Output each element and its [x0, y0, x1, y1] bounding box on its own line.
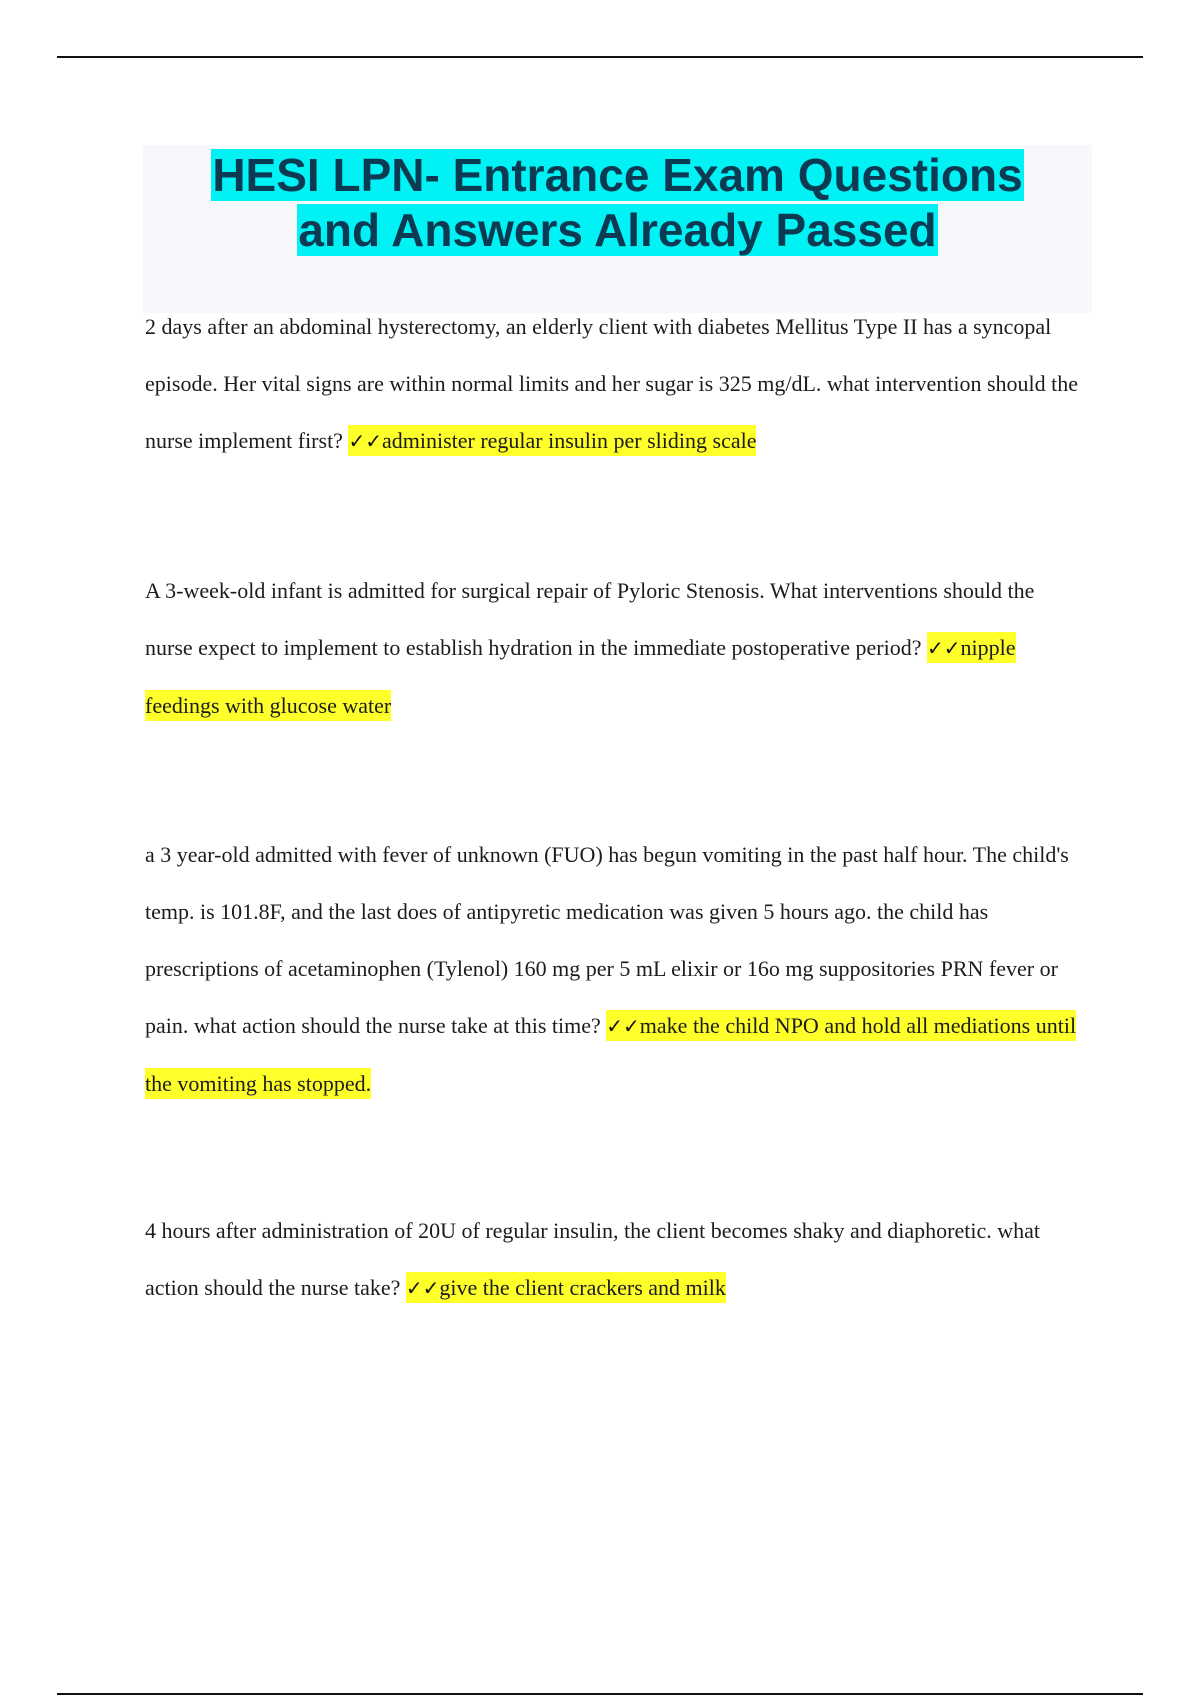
- answer-highlight: [406, 1272, 726, 1303]
- question-text: 2 days after an abdominal hysterectomy, an elderly client with diabetes Mellitus Type II has a syncopal episode. Her vital signs are within normal limits and her sugar is 325 mg/dL. what intervention should the nurse implement first?: [145, 314, 1079, 453]
- answer-text: administer regular insulin per sliding scale: [381, 428, 757, 453]
- qa-item-2: [145, 562, 1085, 734]
- double-check-icon: ✓✓: [348, 429, 382, 453]
- document-title: [143, 145, 1092, 258]
- answer-text: give the client crackers and milk: [439, 1275, 726, 1300]
- double-check-icon: ✓✓: [606, 1014, 640, 1038]
- header-rule: [57, 56, 1143, 58]
- title-block: [143, 145, 1092, 313]
- answer-text: make the child NPO and hold all mediations until the vomiting has stopped.: [145, 1013, 1077, 1096]
- qa-item-3: [145, 826, 1085, 1112]
- footer-rule: [57, 1693, 1143, 1695]
- qa-item-4: [145, 1202, 1085, 1317]
- double-check-icon: ✓✓: [405, 1276, 440, 1300]
- qa-item-1: [145, 298, 1085, 470]
- double-check-icon: ✓✓: [927, 636, 961, 660]
- title-line-1: HESI LPN- Entrance Exam Questions: [212, 149, 1023, 201]
- question-text: 4 hours after administration of 20U of regular insulin, the client becomes shaky and diaphoretic. what action should the nurse take?: [145, 1218, 1041, 1300]
- question-text: A 3-week-old infant is admitted for surgical repair of Pyloric Stenosis. What interventions should the nurse expect to implement to establish hydration in the immediate postoperative period?: [145, 578, 1035, 660]
- answer-highlight: [348, 425, 756, 456]
- answer-text: nipple feedings with glucose water: [145, 635, 1016, 718]
- title-line-2: and Answers Already Passed: [298, 204, 937, 256]
- question-text: a 3 year-old admitted with fever of unknown (FUO) has begun vomiting in the past half hour. The child's temp. is 101.8F, and the last does of antipyretic medication was given 5 hours ago. the child has prescriptions of acetaminophen (Tylenol) 160 mg per 5 mL elixir or 16o mg suppositories PRN fever or pain. what action should the nurse take at this time?: [145, 842, 1069, 1038]
